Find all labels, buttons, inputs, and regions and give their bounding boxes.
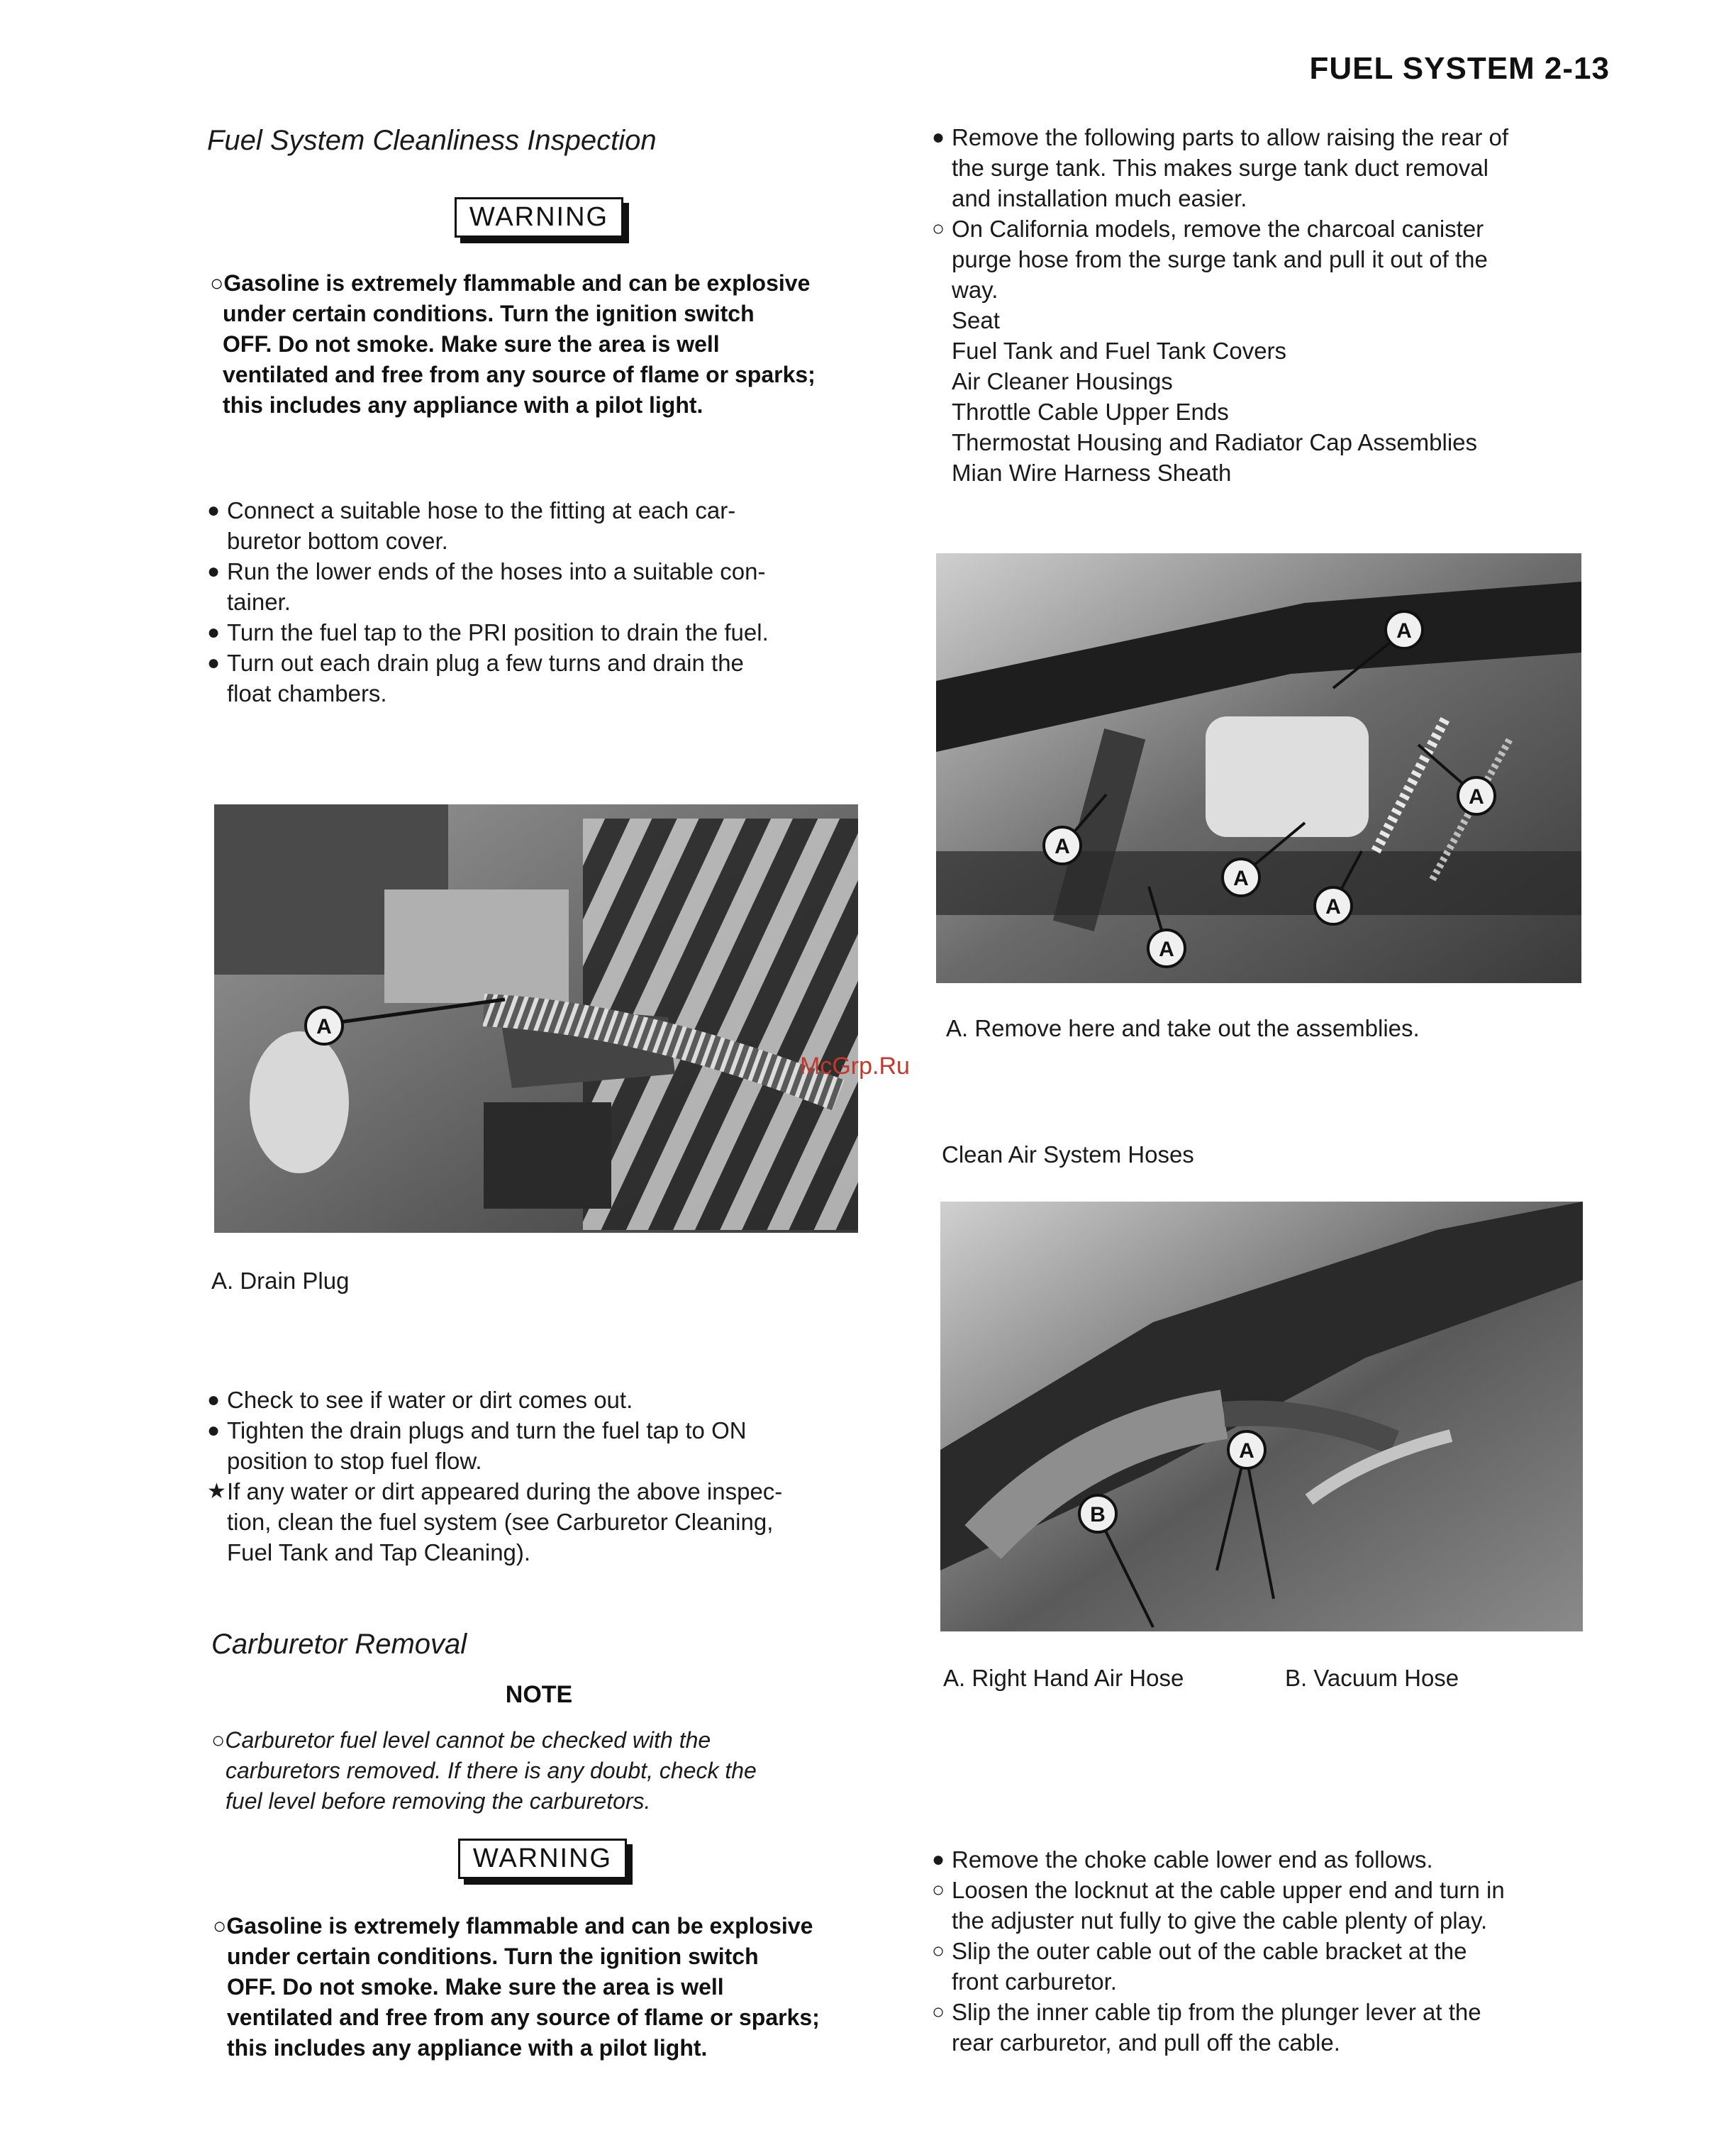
caption-air-hose: A. Right Hand Air Hose — [943, 1665, 1184, 1691]
list-item: ○ On California models, remove the charcoal canister purge hose from the surge tank and pull it out of the way. — [932, 216, 1488, 303]
list-item: ● Turn the fuel tap to the PRI position to drain the fuel. — [207, 619, 769, 645]
list-item: ○ Loosen the locknut at the cable upper end and turn in the adjuster nut fully to give the cable plenty of play. — [932, 1877, 1505, 1934]
photo2-callout-a: A — [1233, 867, 1249, 890]
list-item: ● Remove the following parts to allow raising the rear of the surge tank. This makes surge tank duct removal and installation much easier. — [932, 124, 1509, 211]
steps-check — [207, 1385, 862, 1568]
photo2-callout-a: A — [1055, 835, 1070, 858]
warning-line: this includes any appliance with a pilot light. — [227, 2035, 708, 2061]
caption-drain-plug: A. Drain Plug — [211, 1268, 350, 1294]
photo2-callout-a: A — [1159, 938, 1174, 961]
photo1-callout-a: A — [316, 1015, 332, 1038]
warning-banner-2 — [216, 1839, 869, 1879]
photo2-callout-a: A — [1469, 785, 1484, 809]
list-item: ○ Slip the outer cable out of the cable bracket at the front carburetor. — [932, 1938, 1467, 1995]
parts-item: Mian Wire Harness Sheath — [952, 460, 1232, 486]
list-item: ● Check to see if water or dirt comes out. — [207, 1387, 633, 1413]
parts-item: Seat — [952, 307, 1000, 333]
caption-vacuum-hose: B. Vacuum Hose — [1285, 1665, 1459, 1691]
parts-item: Throttle Cable Upper Ends — [952, 399, 1229, 425]
warning-line: under certain conditions. Turn the ignition switch — [227, 1944, 759, 1969]
parts-item: Air Cleaner Housings — [952, 368, 1173, 394]
photo2-callout-a: A — [1396, 619, 1412, 643]
warning-line: ○Gasoline is extremely flammable and can be explosive — [210, 270, 811, 296]
list-item: ● Tighten the drain plugs and turn the fuel tap to ON position to stop fuel flow. — [207, 1417, 747, 1474]
photo-air-hoses — [940, 1202, 1583, 1631]
warning-banner-1 — [213, 197, 865, 238]
warning-line: OFF. Do not smoke. Make sure the area is well — [223, 331, 720, 357]
photo-surge-tank — [936, 553, 1581, 983]
warning-text-1 — [210, 268, 862, 421]
section-title-carb-removal: Carburetor Removal — [211, 1629, 467, 1660]
parts-item: Thermostat Housing and Radiator Cap Assemblies — [952, 429, 1478, 455]
steps-drain — [207, 495, 862, 709]
list-item: ● Turn out each drain plug a few turns and drain the float chambers. — [207, 650, 744, 706]
warning-line: ventilated and free from any source of flame or sparks; — [223, 362, 816, 387]
page-header: FUEL SYSTEM 2-13 — [1309, 51, 1610, 86]
caption-surge-tank: A. Remove here and take out the assemblies. — [946, 1015, 1420, 1041]
hoses-title: Clean Air System Hoses — [942, 1141, 1194, 1168]
warning-line: this includes any appliance with a pilot light. — [223, 392, 703, 418]
list-item: ● Connect a suitable hose to the fitting at each car- buretor bottom cover. — [207, 497, 736, 554]
photo3-callout-b: B — [1090, 1503, 1106, 1526]
warning-line: ventilated and free from any source of flame or sparks; — [227, 2005, 820, 2030]
warning-line: under certain conditions. Turn the ignition switch — [223, 301, 755, 326]
note-label: NOTE — [505, 1681, 573, 1708]
warning-label: WARNING — [458, 1839, 627, 1879]
list-item: ● Run the lower ends of the hoses into a suitable con- tainer. — [207, 558, 766, 615]
parts-item: Fuel Tank and Fuel Tank Covers — [952, 338, 1287, 364]
photo-drain-plug — [214, 804, 858, 1233]
watermark: McGrp.Ru — [800, 1053, 910, 1080]
warning-line: ○Gasoline is extremely flammable and can be explosive — [213, 1913, 813, 1939]
warning-line: OFF. Do not smoke. Make sure the area is well — [227, 1974, 724, 2000]
intro-steps — [932, 122, 1587, 488]
list-item: ● Remove the choke cable lower end as follows. — [932, 1846, 1433, 1873]
note-text: ○Carburetor fuel level cannot be checked with the carburetors removed. If there is any doubt, check the fuel level before removing the carburetors. — [211, 1727, 757, 1814]
warning-text-2 — [213, 1911, 865, 2063]
section-title-cleanliness: Fuel System Cleanliness Inspection — [207, 125, 657, 156]
choke-steps — [932, 1844, 1590, 2058]
warning-label: WARNING — [455, 197, 623, 238]
photo2-callout-a: A — [1325, 895, 1341, 919]
photo3-callout-a: A — [1239, 1439, 1254, 1463]
list-item: ○ Slip the inner cable tip from the plunger lever at the rear carburetor, and pull off the cable. — [932, 1999, 1481, 2056]
list-item: ★ If any water or dirt appeared during the above inspec- tion, clean the fuel system (see Carburetor Cleaning, Fuel Tank and Tap Cleaning). — [207, 1478, 783, 1565]
